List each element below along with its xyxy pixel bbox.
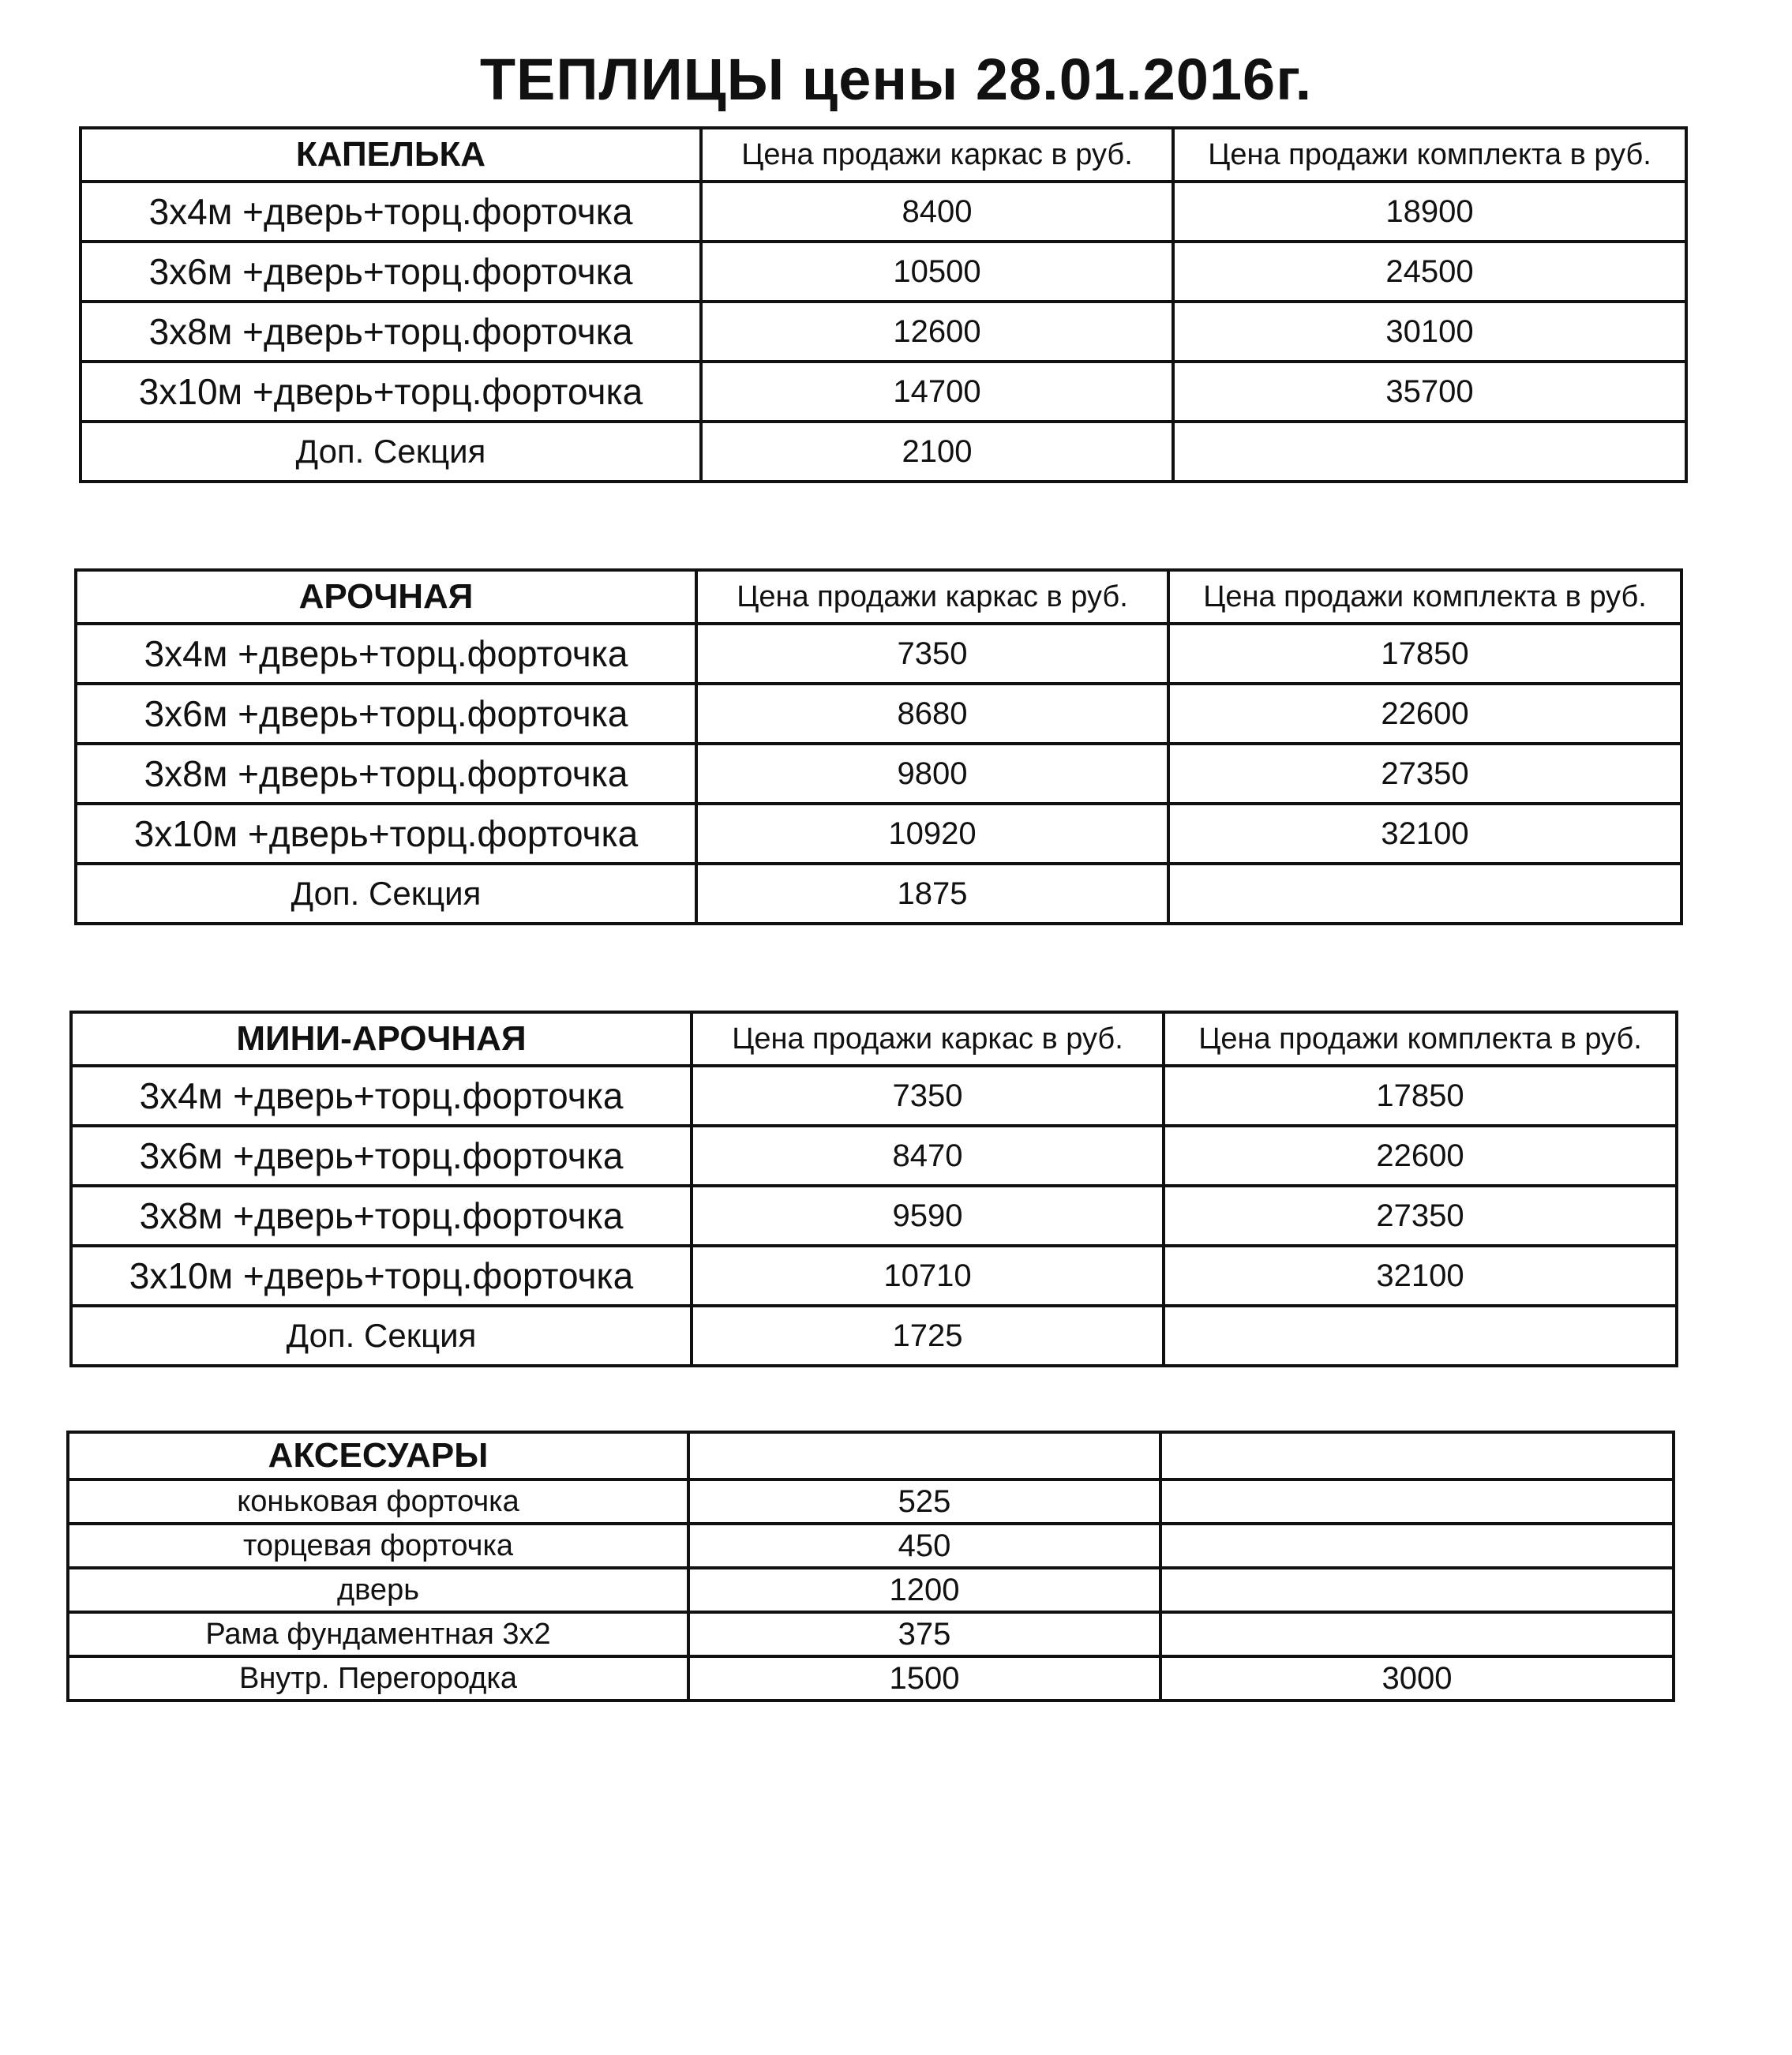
table-row [68,1656,1674,1701]
kit-price [1160,1479,1674,1524]
row-label: 3х8м +дверь+торц.форточка [71,1186,692,1246]
kit-price [1173,422,1686,482]
kit-price: 27350 [1164,1186,1677,1246]
row-label: 3х6м +дверь+торц.форточка [76,684,696,744]
table-row [81,242,1686,302]
frame-price: 7350 [692,1066,1164,1126]
kit-price: 3000 [1160,1656,1674,1701]
table-row [76,864,1681,924]
table-row [81,182,1686,242]
kit-price: 27350 [1168,744,1681,804]
row-label: 3х10м +дверь+торц.форточка [76,804,696,864]
frame-price: 10920 [696,804,1168,864]
table-row [71,1306,1677,1366]
frame-price: 8680 [696,684,1168,744]
table-row [71,1126,1677,1186]
row-label: торцевая форточка [68,1524,688,1568]
accessories-table [66,1431,1675,1702]
section-table-kapelka [79,126,1688,483]
frame-price: 8400 [701,182,1173,242]
table-row [76,804,1681,864]
table-row [68,1568,1674,1612]
page-title: ТЕПЛИЦЫ цены 28.01.2016г. [479,47,1313,112]
row-label: 3х8м +дверь+торц.форточка [81,302,701,362]
section-title: АКСЕСУАРЫ [68,1432,688,1479]
table-row [76,684,1681,744]
table-row [81,302,1686,362]
row-label: Доп. Секция [71,1306,692,1366]
kit-price [1168,864,1681,924]
row-label: 3х10м +дверь+торц.форточка [81,362,701,422]
kit-price: 32100 [1168,804,1681,864]
table-row [68,1524,1674,1568]
table-header-row [71,1012,1677,1066]
frame-price: 450 [688,1524,1160,1568]
section-title: КАПЕЛЬКА [81,128,701,182]
row-label: Рама фундаментная 3х2 [68,1612,688,1656]
column-header-kit-price: Цена продажи комплекта в руб. [1168,570,1681,624]
row-label: 3х4м +дверь+торц.форточка [76,624,696,684]
section-title: АРОЧНАЯ [76,570,696,624]
frame-price: 10500 [701,242,1173,302]
empty-header-cell [1160,1432,1674,1479]
kit-price [1160,1568,1674,1612]
frame-price: 10710 [692,1246,1164,1306]
row-label: 3х6м +дверь+торц.форточка [71,1126,692,1186]
row-label: 3х4м +дверь+торц.форточка [71,1066,692,1126]
kit-price [1164,1306,1677,1366]
table-row [71,1186,1677,1246]
kit-price: 32100 [1164,1246,1677,1306]
table-header-row [68,1432,1674,1479]
frame-price: 9800 [696,744,1168,804]
table-header-row [81,128,1686,182]
column-header-kit-price: Цена продажи комплекта в руб. [1164,1012,1677,1066]
frame-price: 1200 [688,1568,1160,1612]
table-row [76,624,1681,684]
table-row [81,422,1686,482]
kit-price: 30100 [1173,302,1686,362]
section-table-mini-arochnaya [69,1011,1678,1367]
row-label: 3х6м +дверь+торц.форточка [81,242,701,302]
table-row [76,744,1681,804]
kit-price: 17850 [1168,624,1681,684]
column-header-kit-price: Цена продажи комплекта в руб. [1173,128,1686,182]
column-header-frame-price: Цена продажи каркас в руб. [696,570,1168,624]
kit-price [1160,1524,1674,1568]
frame-price: 1725 [692,1306,1164,1366]
kit-price [1160,1612,1674,1656]
kit-price: 22600 [1168,684,1681,744]
column-header-frame-price: Цена продажи каркас в руб. [692,1012,1164,1066]
row-label: дверь [68,1568,688,1612]
column-header-frame-price: Цена продажи каркас в руб. [701,128,1173,182]
frame-price: 7350 [696,624,1168,684]
frame-price: 8470 [692,1126,1164,1186]
frame-price: 1875 [696,864,1168,924]
kit-price: 22600 [1164,1126,1677,1186]
table-row [68,1479,1674,1524]
kit-price: 24500 [1173,242,1686,302]
table-row [71,1246,1677,1306]
table-row [81,362,1686,422]
frame-price: 9590 [692,1186,1164,1246]
empty-header-cell [688,1432,1160,1479]
frame-price: 525 [688,1479,1160,1524]
frame-price: 1500 [688,1656,1160,1701]
row-label: 3х10м +дверь+торц.форточка [71,1246,692,1306]
frame-price: 14700 [701,362,1173,422]
row-label: Внутр. Перегородка [68,1656,688,1701]
row-label: 3х4м +дверь+торц.форточка [81,182,701,242]
frame-price: 12600 [701,302,1173,362]
row-label: коньковая форточка [68,1479,688,1524]
table-header-row [76,570,1681,624]
kit-price: 18900 [1173,182,1686,242]
table-row [68,1612,1674,1656]
kit-price: 17850 [1164,1066,1677,1126]
frame-price: 2100 [701,422,1173,482]
table-row [71,1066,1677,1126]
section-title: МИНИ-АРОЧНАЯ [71,1012,692,1066]
frame-price: 375 [688,1612,1160,1656]
row-label: Доп. Секция [81,422,701,482]
row-label: 3х8м +дверь+торц.форточка [76,744,696,804]
row-label: Доп. Секция [76,864,696,924]
section-table-arochnaya [74,568,1683,925]
kit-price: 35700 [1173,362,1686,422]
